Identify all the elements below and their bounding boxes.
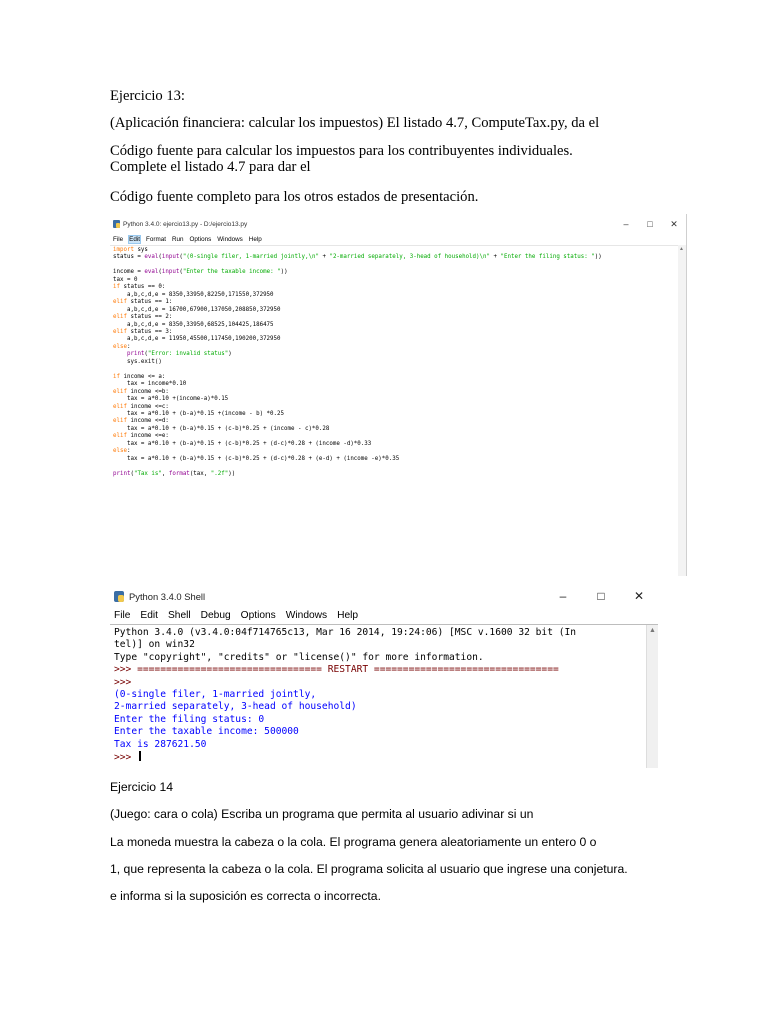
shell-input-line[interactable] [114,751,646,764]
menu-debug[interactable]: Debug [200,610,231,621]
shell-banner-3: Type "copyright", "credits" or "license()" for more information. [114,651,484,663]
menu-windows[interactable]: Windows [217,236,243,243]
code-line: elif income <=b: [113,388,169,395]
shell-title: Python 3.4.0 Shell [129,590,206,602]
code-line: elif income <=e: [113,433,169,440]
shell-prompt-2: >>> [114,752,138,764]
shell-output-1: (0-single filer, 1-married jointly, [114,689,317,701]
code-line: elif status == 3: [113,328,173,335]
shell-prompt-1: >>> [114,676,132,688]
shell-output-5: Tax is 287621.50 [114,738,207,750]
shell-scrollbar[interactable] [646,625,658,768]
menu-options[interactable]: Options [240,610,276,621]
menu-help[interactable]: Help [337,610,359,621]
code-line: if income <= a: [113,373,166,380]
code-line: elif income <=d: [113,418,169,425]
code-line: else: [113,343,131,350]
idle-editor-window [110,214,687,576]
code-line: elif status == 2: [113,314,173,321]
code-line [113,366,676,373]
exercise-13-line-1: (Aplicación financiera: calcular los impuestos) El listado 4.7, ComputeTax.py, da el [110,115,600,131]
code-line: a,b,c,d,e = 8350,33950,82250,171550,372950 [113,291,274,298]
exercise-13-line-2: Código fuente para calcular los impuestos para los contribuyentes individuales. [110,143,573,159]
menu-file[interactable]: File [113,236,124,243]
maximize-icon[interactable]: □ [647,218,653,229]
exercise-14-line-1: (Juego: cara o cola) Escriba un programa que permita al usuario adivinar si un [110,807,534,821]
maximize-icon[interactable]: □ [597,589,605,603]
menu-help[interactable]: Help [248,236,262,243]
editor-menubar [110,234,686,246]
menu-shell[interactable]: Shell [167,610,191,621]
exercise-13-line-3: Complete el listado 4.7 para dar el [110,159,311,175]
scroll-up-icon[interactable]: ▲ [649,626,656,634]
code-line: tax = a*0.10 + (b-a)*0.15 + (c-b)*0.25 + (d-c)*0.28 + (income -d)*0.33 [113,440,372,447]
exercise-14-line-4: e informa si la suposición es correcta o incorrecta. [110,889,381,903]
code-line: tax = a*0.10 + (b-a)*0.15 + (c-b)*0.25 + (income - c)*0.28 [113,425,330,432]
close-icon[interactable]: ✕ [670,218,678,229]
code-line: tax = a*0.10 + (b-a)*0.15 +(income - b) *0.25 [113,410,285,417]
code-line: status = eval(input("(0-single filer, 1-married jointly,\n" + "2-married separately, 3-head of household)\n" + "Enter the filing status: ")) [113,254,602,261]
shell-banner-1: Python 3.4.0 (v3.4.0:04f714765c13, Mar 16 2014, 19:24:06) [MSC v.1600 32 bit (In [114,627,577,638]
code-line: elif status == 1: [113,299,173,306]
shell-menubar [110,607,658,625]
python-icon [113,220,120,228]
shell-output-4: Enter the taxable income: 500000 [114,726,299,738]
code-line: tax = 0 [113,276,138,283]
exercise-14-heading: Ejercicio 14 [110,780,173,794]
shell-banner-2: tel)] on win32 [114,639,195,651]
code-line: import sys [113,247,148,253]
shell-titlebar [110,585,658,607]
menu-edit[interactable]: Edit [129,236,141,243]
code-line [113,262,676,269]
code-line: income = eval(input("Enter the taxable income: ")) [113,269,288,276]
python-shell-window [110,585,658,768]
code-line: print("Error: invalid status") [126,351,232,358]
code-editor[interactable] [113,247,676,478]
editor-titlebar [110,214,686,234]
menu-windows[interactable]: Windows [285,610,328,621]
editor-scrollbar[interactable] [678,245,686,576]
menu-options[interactable]: Options [189,236,212,243]
code-line: sys.exit() [113,358,162,365]
scroll-up-icon[interactable]: ▲ [679,247,684,252]
text-cursor [139,751,141,761]
exercise-14-line-3: 1, que representa la cabeza o la cola. El programa solicita al usuario que ingrese una conjetura. [110,862,628,876]
minimize-icon[interactable]: – [559,589,567,603]
shell-output-3: Enter the filing status: 0 [114,713,265,725]
code-line: a,b,c,d,e = 16700,67900,137050,208850,372950 [113,306,281,313]
code-line: tax = income*0.10 [113,381,187,388]
code-line: print("Tax is", format(tax, ".2f")) [113,470,236,477]
code-line: else: [113,448,131,455]
menu-file[interactable]: File [114,610,131,621]
menu-run[interactable]: Run [171,236,184,243]
exercise-13-line-4: Código fuente completo para los otros estados de presentación. [110,189,479,205]
code-line: if status == 0: [113,284,166,291]
shell-restart: >>> ================================ RESTART ================================ [114,664,559,676]
code-line: tax = a*0.10 + (b-a)*0.15 + (c-b)*0.25 + (d-c)*0.28 + (e-d) + (income -e)*0.35 [113,455,400,462]
code-line: elif income <=c: [113,403,169,410]
exercise-14-line-2: La moneda muestra la cabeza o la cola. El programa genera aleatoriamente un entero 0 o [110,835,597,849]
python-icon [114,591,124,602]
shell-output-2: 2-married separately, 3-head of household) [114,701,357,713]
shell-output[interactable] [114,627,646,764]
code-line: tax = a*0.10 +(income-a)*0.15 [113,396,229,403]
menu-format[interactable]: Format [146,236,166,243]
exercise-13-heading: Ejercicio 13: [110,88,185,104]
code-line [113,463,676,470]
menu-edit[interactable]: Edit [140,610,158,621]
close-icon[interactable]: ✕ [633,589,645,603]
editor-title: Python 3.4.0: ejercio13.py - D:/ejercio13.py [123,220,248,228]
code-line: a,b,c,d,e = 8350,33950,68525,104425,186475 [113,321,274,328]
minimize-icon[interactable]: – [623,218,629,229]
code-line: a,b,c,d,e = 11950,45500,117450,190200,372950 [113,336,281,343]
